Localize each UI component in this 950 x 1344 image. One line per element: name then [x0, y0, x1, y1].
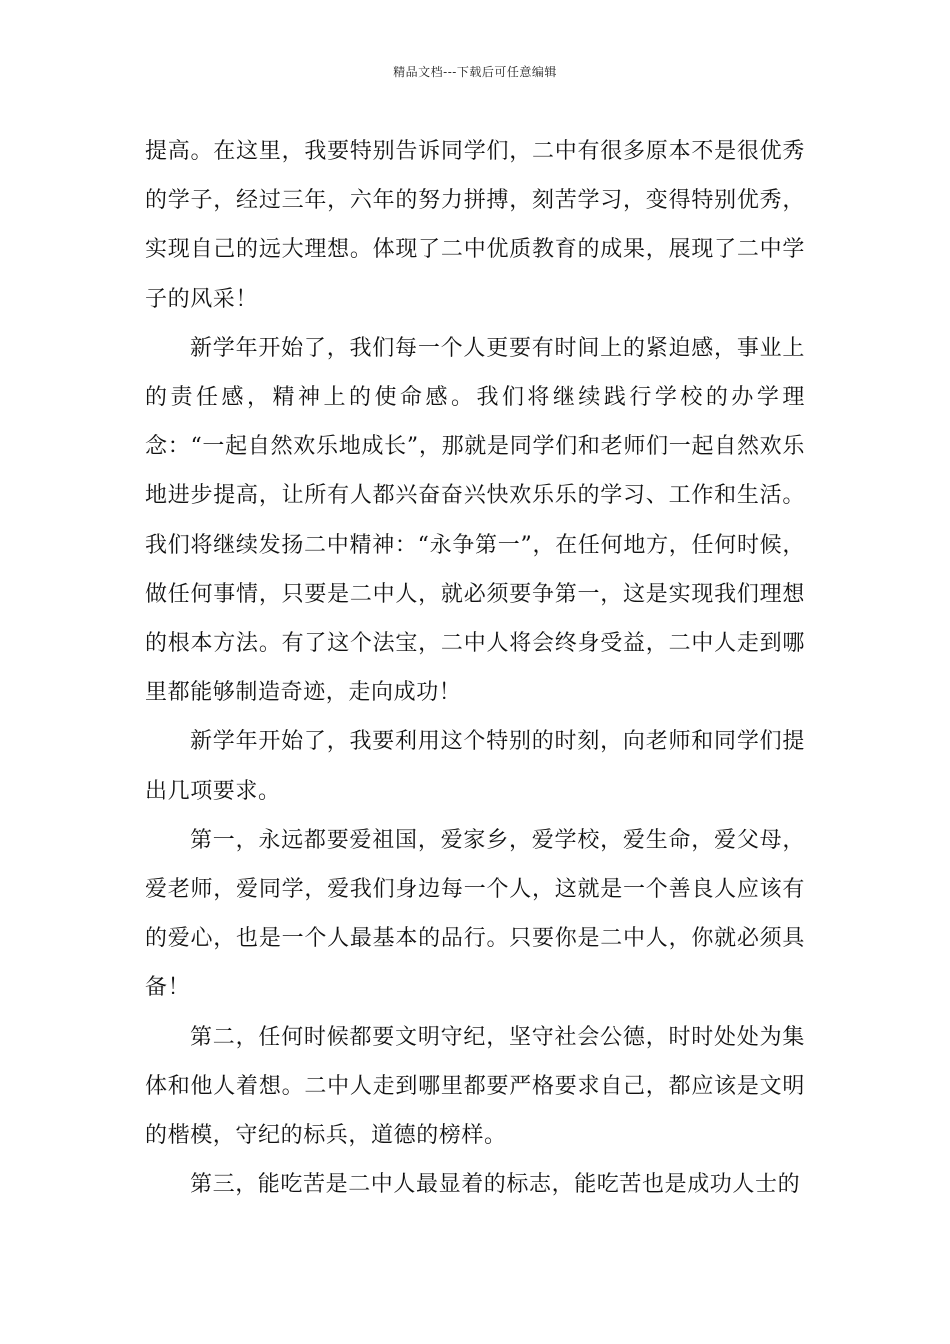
paragraph-5: 第二，任何时候都要文明守纪，坚守社会公德，时时处处为集体和他人着想。二中人走到哪里都要严格要求自己，都应该是文明的楷模，守纪的标兵，道德的榜样。 [145, 1024, 805, 1149]
document-body [145, 127, 805, 1209]
page-header: 精品文档---下载后可任意编辑 [393, 65, 557, 79]
paragraph-2: 新学年开始了，我们每一个人更要有时间上的紧迫感，事业上的责任感，精神上的使命感。我们将继续践行学校的办学理念：“一起自然欢乐地成长”，那就是同学们和老师们一起自然欢乐地进步提高，让所有人都兴奋奋兴快欢乐乐的学习、工作和生活。我们将继续发扬二中精神：“永争第一”，在任何地方，任何时候，做任何事情，只要是二中人，就必须要争第一，这是实现我们理想的根本方法。有了这个法宝，二中人将会终身受益，二中人走到哪里都能够制造奇迹，走向成功！ [145, 335, 805, 706]
paragraph-6: 第三，能吃苦是二中人最显着的标志，能吃苦也是成功人士的 [190, 1172, 801, 1198]
paragraph-3: 新学年开始了，我要利用这个特别的时刻，向老师和同学们提出几项要求。 [145, 729, 805, 804]
paragraph-4: 第一，永远都要爱祖国，爱家乡，爱学校，爱生命，爱父母，爱老师，爱同学，爱我们身边每一个人，这就是一个善良人应该有的爱心，也是一个人最基本的品行。只要你是二中人，你就必须具备！ [145, 827, 805, 1001]
paragraph-1: 提高。在这里，我要特别告诉同学们，二中有很多原本不是很优秀的学子，经过三年，六年的努力拼搏，刻苦学习，变得特别优秀，实现自己的远大理想。体现了二中优质教育的成果，展现了二中学子的风采！ [145, 139, 805, 312]
